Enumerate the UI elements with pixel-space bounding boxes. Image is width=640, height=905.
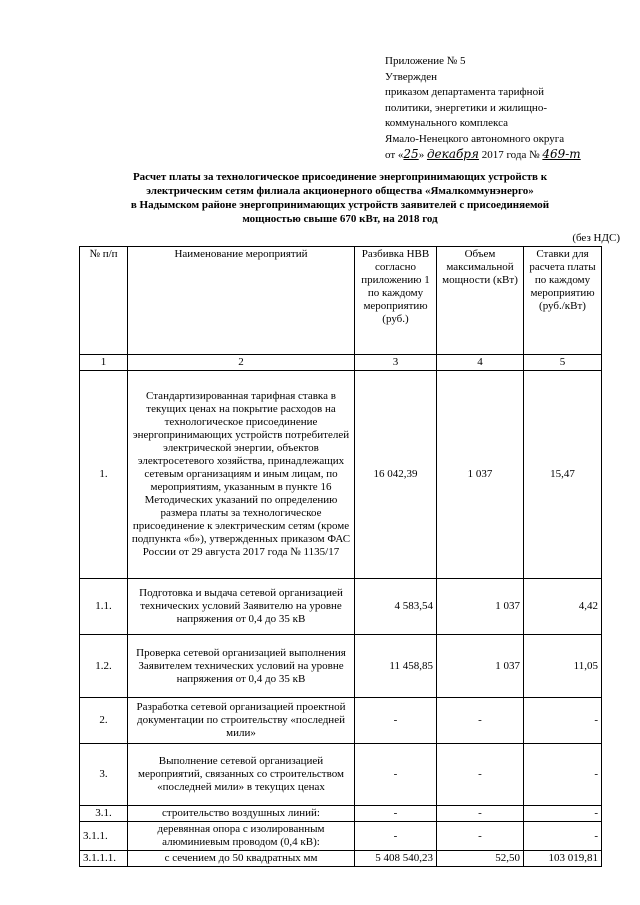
row-number: 1. — [80, 371, 128, 579]
row-nvv: - — [355, 744, 437, 806]
approval-line-3: приказом департамента тарифной — [385, 86, 544, 98]
approval-line-5: коммунального комплекса — [385, 117, 509, 129]
appendix-number: Приложение № 5 — [385, 55, 466, 67]
row-nvv: - — [355, 698, 437, 744]
table-row — [80, 698, 602, 744]
column-number: 1 — [80, 355, 128, 371]
table-row — [80, 851, 602, 867]
row-nvv: 5 408 540,23 — [355, 851, 437, 867]
table-row — [80, 744, 602, 806]
row-number: 1.1. — [80, 579, 128, 635]
row-activity-name: строительство воздушных линий: — [128, 806, 355, 822]
table-row — [80, 371, 602, 579]
row-activity-name: Стандартизированная тарифная ставка в текущих ценах на покрытие расходов на технологическое присоединение энергопринимающих устройств потребителей электрической энергии, объектов электросетевого хозяйства, принадлежащих сетевым организациям и иным лицам, по мероприятиям, указанным в пункте 16 Методических указаний по определению размера платы за технологическое присоединение к электрическим сетям (кроме подпункта «б»), утвержденных приказом ФАС России от 29 августа 2017 года № 1135/17 — [128, 371, 355, 579]
handwritten-month: декабря — [426, 147, 479, 161]
date-suffix: 2017 года № — [478, 149, 543, 161]
title-line-2: электрическим сетям филиала акционерного общества «Ямалкоммунэнерго» — [146, 185, 534, 197]
column-number: 3 — [355, 355, 437, 371]
row-activity-name: Разработка сетевой организацией проектной документации по строительству «последней мили» — [128, 698, 355, 744]
header-row — [80, 247, 602, 355]
row-nvv: 11 458,85 — [355, 635, 437, 698]
column-numbering-row — [80, 355, 602, 371]
table-row — [80, 822, 602, 851]
row-rate: 15,47 — [524, 371, 602, 579]
row-max-power: - — [437, 698, 524, 744]
date-prefix: от « — [385, 149, 404, 161]
column-number: 5 — [524, 355, 602, 371]
row-rate: - — [524, 806, 602, 822]
title-line-1: Расчет платы за технологическое присоединение энергопринимающих устройств к — [132, 171, 548, 183]
row-rate: 11,05 — [524, 635, 602, 698]
table-row — [80, 579, 602, 635]
tariff-table — [79, 246, 602, 867]
row-max-power: 52,50 — [437, 851, 524, 867]
header-number: № п/п — [80, 247, 128, 355]
row-nvv: 4 583,54 — [355, 579, 437, 635]
approval-block — [385, 54, 630, 164]
table-row — [80, 806, 602, 822]
handwritten-order-number: 469-т — [542, 147, 581, 161]
row-max-power: - — [437, 822, 524, 851]
approval-date-line — [385, 147, 630, 164]
row-activity-name: с сечением до 50 квадратных мм — [128, 851, 355, 867]
row-rate: - — [524, 744, 602, 806]
table-row — [80, 635, 602, 698]
row-number: 3.1. — [80, 806, 128, 822]
column-number: 4 — [437, 355, 524, 371]
approval-line-4: политики, энергетики и жилищно- — [385, 101, 547, 114]
date-mid: » — [418, 149, 427, 161]
row-number: 2. — [80, 698, 128, 744]
row-nvv: 16 042,39 — [355, 371, 437, 579]
row-max-power: 1 037 — [437, 635, 524, 698]
row-nvv: - — [355, 822, 437, 851]
row-max-power: 1 037 — [437, 579, 524, 635]
row-number: 3. — [80, 744, 128, 806]
title-line-4: мощностью свыше 670 кВт, на 2018 год — [242, 213, 438, 225]
vat-note: (без НДС) — [572, 232, 620, 244]
row-activity-name: Проверка сетевой организацией выполнения Заявителем технических условий на уровне напряжения от 0,4 до 35 кВ — [128, 635, 355, 698]
row-rate: - — [524, 698, 602, 744]
header-max-power: Объем максимальной мощности (кВт) — [437, 247, 524, 355]
row-activity-name: деревянная опора с изолированным алюминиевым проводом (0,4 кВ): — [128, 822, 355, 851]
row-max-power: 1 037 — [437, 371, 524, 579]
row-number: 1.2. — [80, 635, 128, 698]
column-number: 2 — [128, 355, 355, 371]
handwritten-day: 25 — [403, 147, 419, 161]
row-number: 3.1.1. — [80, 822, 128, 851]
row-max-power: - — [437, 744, 524, 806]
document-title — [60, 170, 620, 226]
row-activity-name: Выполнение сетевой организацией мероприятий, связанных со строительством «последней мили» в текущих ценах — [128, 744, 355, 806]
header-nvv: Разбивка НВВ согласно приложению 1 по каждому мероприятию (руб.) — [355, 247, 437, 355]
header-activity-name: Наименование мероприятий — [128, 247, 355, 355]
row-nvv: - — [355, 806, 437, 822]
row-rate: 103 019,81 — [524, 851, 602, 867]
row-rate: 4,42 — [524, 579, 602, 635]
row-activity-name: Подготовка и выдача сетевой организацией технических условий Заявителю на уровне напряжения от 0,4 до 35 кВ — [128, 579, 355, 635]
row-number: 3.1.1.1. — [80, 851, 128, 867]
header-rate: Ставки для расчета платы по каждому мероприятию (руб./кВт) — [524, 247, 602, 355]
row-max-power: - — [437, 806, 524, 822]
approved-label: Утвержден — [385, 70, 438, 83]
row-rate: - — [524, 822, 602, 851]
approval-line-6: Ямало-Ненецкого автономного округа — [385, 132, 565, 145]
title-line-3: в Надымском районе энергопринимающих устройств заявителей с присоединяемой — [130, 199, 550, 211]
